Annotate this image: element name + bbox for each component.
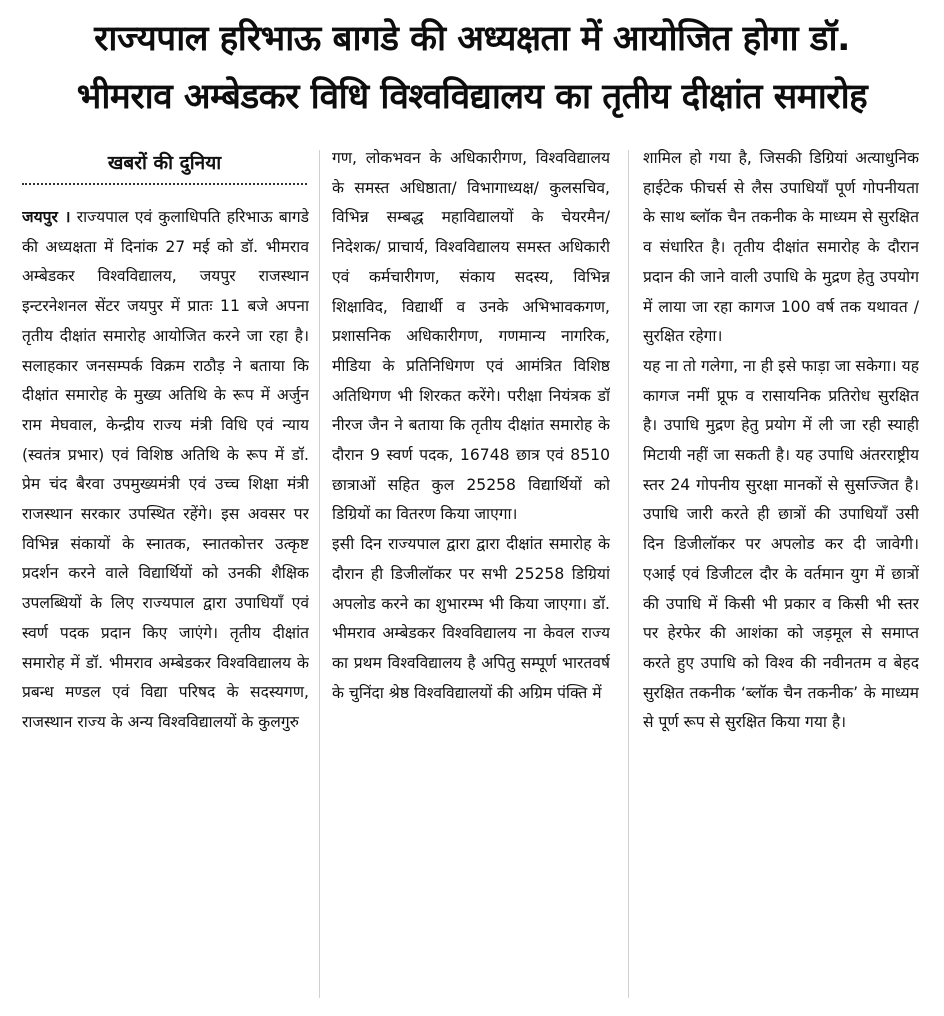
article-paragraph: इसी दिन राज्यपाल द्वारा द्वारा दीक्षांत समारोह के दौरान ही डिजीलॉकर पर सभी 25258 डिग्रियां अपलोड करने का शुभारम्भ भी किया जाएगा। डॉ. भीमराव अम्बेडकर विश्वविद्यालय ना केवल राज्य का प्रथम विश्वविद्यालय है अपितु सम्पूर्ण भारतवर्ष के चुनिंदा श्रेष्ठ विश्वविद्यालयों की अग्रिम पंक्ति में xyxy=(332,535,610,702)
article-paragraph: यह ना तो गलेगा, ना ही इसे फाड़ा जा सकेगा। यह कागज नमीं प्रूफ व रासायनिक प्रतिरोध सुरक्षित है। उपाधि मुद्रण हेतु प्रयोग में ली जा रही स्याही मिटायी नहीं जा सकती है। यह उपाधि अंतरराष्ट्रीय स्तर 24 गोपनीय सुरक्षा मानकों से सुसज्जित है। उपाधि जारी करते ही छात्रों की उपाधियाँ उसी दिन डिजीलॉकर पर अपलोड कर दी जावेगी। एआई एवं डिजीटल दौर के वर्तमान युग में छात्रों की उपाधि में किसी भी प्रकार व किसी भी स्तर पर हेरफेर की आशंका को जड़मूल से समाप्त करते हुए उपाधि को विश्व की नवीनतम व बेहद सुरक्षित तकनीक ‘ब्लॉक चैन तकनीक’ के माध्यम से पूर्ण रूप से सुरक्षित किया गया है। xyxy=(643,356,919,732)
headline-line-2: भीमराव अम्बेडकर विधि विश्वविद्यालय का तृतीय दीक्षांत समारोह xyxy=(76,77,868,117)
headline xyxy=(12,10,932,126)
article-column-3 xyxy=(643,144,919,974)
column-divider-1 xyxy=(319,150,320,998)
article-column-2 xyxy=(332,144,610,1004)
dateline: जयपुर । xyxy=(22,208,71,226)
headline-line-1: राज्यपाल हरिभाऊ बागडे की अध्यक्षता में आयोजित होगा डॉ. xyxy=(94,19,850,59)
article-paragraph: शामिल हो गया है, जिसकी डिग्रियां अत्याधुनिक हाईटेक फीचर्स से लैस उपाधियाँ पूर्ण गोपनीयता के साथ ब्लॉक चैन तकनीक के माध्यम से सुरक्षित व संधारित है। तृतीय दीक्षांत समारोह के दौरान प्रदान की जाने वाली उपाधि के मुद्रण हेतु उपयोग में लाया जा रहा कागज 100 वर्ष तक यथावत / सुरक्षित रहेगा। xyxy=(643,149,919,346)
article-paragraph xyxy=(22,203,309,738)
article-column-1 xyxy=(22,203,309,1003)
byline: खबरों की दुनिया xyxy=(107,152,222,174)
article-paragraph: गण, लोकभवन के अधिकारीगण, विश्वविद्यालय के समस्त अधिष्ठाता/ विभागाध्यक्ष/ कुलसचिव, विभिन्न सम्बद्ध महाविद्यालयों के चेयरमैन/ निदेशक/ प्राचार्य, विश्वविद्यालय समस्त अधिकारी एवं कर्मचारीगण, संकाय सदस्य, विभिन्न शिक्षाविद, विद्यार्थी व उनके अभिभावकगण, प्रशासनिक अधिकारीगण, गणमान्य नागरिक, मीडिया के प्रतिनिधिगण एवं आमंत्रित विशिष्ठ अतिथिगण भी शिरकत करेंगे। परीक्षा नियंत्रक डॉ नीरज जैन ने बताया कि तृतीय दीक्षांत समारोह के दौरान 9 स्वर्ण पदक, 16748 छात्र एवं 8510 छात्राओं सहित कुल 25258 विद्यार्थियों को डिग्रियों का वितरण किया जाएगा। xyxy=(332,149,610,524)
column-divider-2 xyxy=(628,150,629,998)
paragraph-text: राज्यपाल एवं कुलाधिपति हरिभाऊ बागडे की अध्यक्षता में दिनांक 27 मई को डॉ. भीमराव अम्बेडकर विश्वविद्यालय, जयपुर राजस्थान इन्टरनेशनल सेंटर जयपुर में प्रातः 11 बजे अपना तृतीय दीक्षांत समारोह आयोजित करने जा रहा है। सलाहकार जनसम्पर्क विक्रम राठौड़ ने बताया कि दीक्षांत समारोह के मुख्य अतिथि के रूप में अर्जुन राम मेघवाल, केन्द्रीय राज्य मंत्री विधि एवं न्याय (स्वतंत्र प्रभार) एवं विशिष्ठ अतिथि के रूप में डॉ. प्रेम चंद बैरवा उपमुख्यमंत्री एवं उच्च शिक्षा मंत्री राजस्थान सरकार उपस्थित रहेंगे। इस अवसर पर विभिन्न संकायों के स्नातक, स्नातकोत्तर उत्कृष्ट प्रदर्शन करने वाले विद्यार्थियों को उनकी शैक्षिक उपलब्धियों के लिए राज्यपाल द्वारा उपाधियाँ एवं स्वर्ण पदक प्रदान किए जाएंगे। तृतीय दीक्षांत समारोह में डॉ. भीमराव अम्बेडकर विश्वविद्यालय के प्रबन्ध मण्डल एवं विद्या परिषद के सदस्यगण, राजस्थान राज्य के अन्य विश्वविद्यालयों के कुलगुरु xyxy=(22,208,309,731)
byline-divider xyxy=(22,183,307,185)
